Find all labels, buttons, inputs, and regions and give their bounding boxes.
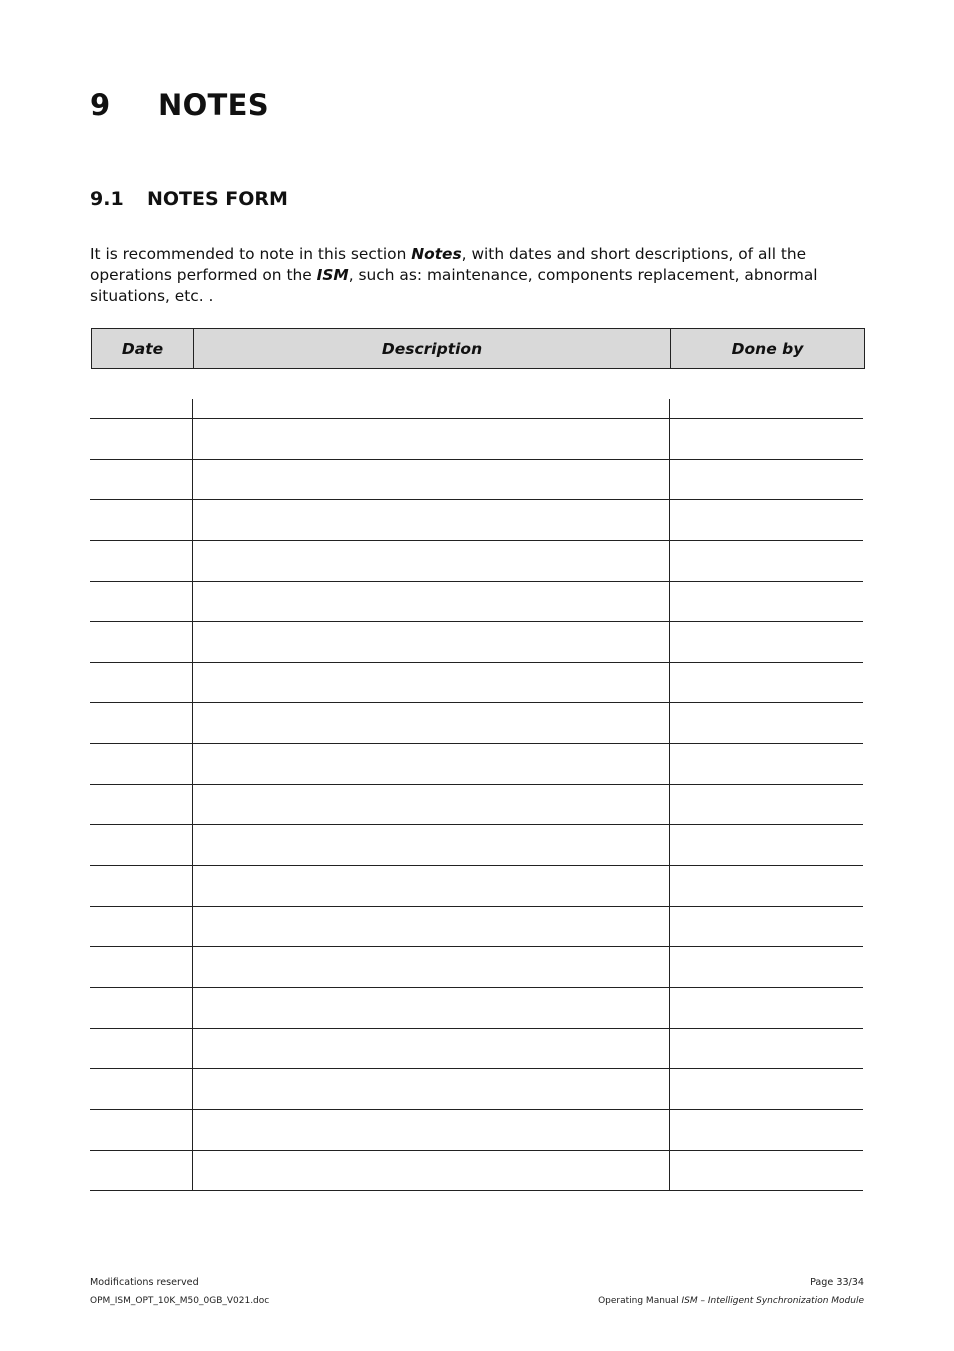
date-cell[interactable] xyxy=(90,663,193,703)
date-cell[interactable] xyxy=(90,1151,193,1191)
done-by-cell[interactable] xyxy=(670,703,863,743)
intro-text-2: , with dates and short descriptions, of all the operations performed on the xyxy=(90,245,807,284)
done-by-cell[interactable] xyxy=(670,825,863,865)
intro-bold-ism: ISM xyxy=(316,266,349,284)
table-row xyxy=(90,1029,863,1070)
table-row xyxy=(90,825,863,866)
description-cell[interactable] xyxy=(193,419,670,459)
date-cell[interactable] xyxy=(90,541,193,581)
description-cell[interactable] xyxy=(193,785,670,825)
table-row xyxy=(90,622,863,663)
footer-left xyxy=(90,1274,269,1310)
date-cell[interactable] xyxy=(90,1110,193,1150)
done-by-cell[interactable] xyxy=(670,1110,863,1150)
description-cell[interactable] xyxy=(193,866,670,906)
date-cell[interactable] xyxy=(90,500,193,540)
description-cell[interactable] xyxy=(193,947,670,987)
description-cell[interactable] xyxy=(193,988,670,1028)
description-cell[interactable] xyxy=(193,541,670,581)
table-row xyxy=(90,419,863,460)
description-cell[interactable] xyxy=(193,399,670,418)
done-by-cell[interactable] xyxy=(670,1069,863,1109)
date-cell[interactable] xyxy=(90,825,193,865)
date-cell[interactable] xyxy=(90,399,193,418)
date-cell[interactable] xyxy=(90,1029,193,1069)
date-cell[interactable] xyxy=(90,785,193,825)
section-title: NOTES FORM xyxy=(147,188,288,210)
done-by-cell[interactable] xyxy=(670,582,863,622)
table-row xyxy=(90,582,863,623)
description-cell[interactable] xyxy=(193,1029,670,1069)
footer-filename: OPM_ISM_OPT_10K_M50_0GB_V021.doc xyxy=(90,1296,270,1306)
intro-paragraph xyxy=(90,244,866,307)
date-cell[interactable] xyxy=(90,744,193,784)
done-by-cell[interactable] xyxy=(670,460,863,500)
footer-manual-prefix: Operating Manual xyxy=(598,1296,682,1306)
table-row xyxy=(90,460,863,501)
table-row xyxy=(90,500,863,541)
description-cell[interactable] xyxy=(193,1069,670,1109)
date-cell[interactable] xyxy=(90,582,193,622)
description-cell[interactable] xyxy=(193,582,670,622)
date-cell[interactable] xyxy=(90,988,193,1028)
table-row xyxy=(90,399,863,419)
done-by-cell[interactable] xyxy=(670,663,863,703)
date-cell[interactable] xyxy=(90,622,193,662)
footer-manual-title xyxy=(598,1292,864,1310)
footer-right xyxy=(598,1274,864,1310)
done-by-cell[interactable] xyxy=(670,947,863,987)
notes-table-header xyxy=(91,328,865,369)
table-row xyxy=(90,703,863,744)
date-cell[interactable] xyxy=(90,947,193,987)
footer-modifications: Modifications reserved xyxy=(90,1277,199,1288)
done-by-cell[interactable] xyxy=(670,1029,863,1069)
done-by-cell[interactable] xyxy=(670,500,863,540)
table-row xyxy=(90,1069,863,1110)
done-by-cell[interactable] xyxy=(670,866,863,906)
date-cell[interactable] xyxy=(90,907,193,947)
table-row xyxy=(90,1151,863,1192)
table-row xyxy=(90,663,863,704)
date-cell[interactable] xyxy=(90,703,193,743)
header-description: Description xyxy=(194,329,671,368)
section-heading xyxy=(90,188,288,210)
description-cell[interactable] xyxy=(193,825,670,865)
table-row xyxy=(90,785,863,826)
footer-page-number: Page 33/34 xyxy=(810,1277,864,1288)
header-date: Date xyxy=(92,329,194,368)
table-row xyxy=(90,866,863,907)
description-cell[interactable] xyxy=(193,1110,670,1150)
footer-manual-name: ISM – Intelligent Synchronization Module xyxy=(681,1296,864,1306)
done-by-cell[interactable] xyxy=(670,1151,863,1191)
chapter-heading xyxy=(90,88,269,122)
section-number: 9.1 xyxy=(90,188,124,210)
description-cell[interactable] xyxy=(193,744,670,784)
date-cell[interactable] xyxy=(90,866,193,906)
intro-text-1: It is recommended to note in this section xyxy=(90,245,412,263)
done-by-cell[interactable] xyxy=(670,785,863,825)
chapter-title: NOTES xyxy=(158,88,269,122)
header-done-by: Done by xyxy=(731,339,804,358)
description-cell[interactable] xyxy=(193,703,670,743)
table-row xyxy=(90,541,863,582)
description-cell[interactable] xyxy=(193,500,670,540)
date-cell[interactable] xyxy=(90,1069,193,1109)
done-by-cell[interactable] xyxy=(670,399,863,418)
done-by-cell[interactable] xyxy=(670,907,863,947)
notes-table-body xyxy=(90,399,863,1191)
done-by-cell[interactable] xyxy=(670,744,863,784)
date-cell[interactable] xyxy=(90,419,193,459)
done-by-cell[interactable] xyxy=(670,622,863,662)
description-cell[interactable] xyxy=(193,622,670,662)
table-row xyxy=(90,907,863,948)
intro-text-3: , such as: maintenance, components replacement, abnormal situations, etc. . xyxy=(90,266,818,305)
done-by-cell[interactable] xyxy=(670,541,863,581)
table-row xyxy=(90,744,863,785)
done-by-cell[interactable] xyxy=(670,419,863,459)
chapter-number: 9 xyxy=(90,88,111,122)
description-cell[interactable] xyxy=(193,663,670,703)
table-row xyxy=(90,1110,863,1151)
intro-bold-notes: Notes xyxy=(411,245,462,263)
description-cell[interactable] xyxy=(193,907,670,947)
done-by-cell[interactable] xyxy=(670,988,863,1028)
table-row xyxy=(90,947,863,988)
description-cell[interactable] xyxy=(193,460,670,500)
description-cell[interactable] xyxy=(193,1151,670,1191)
table-row xyxy=(90,988,863,1029)
date-cell[interactable] xyxy=(90,460,193,500)
